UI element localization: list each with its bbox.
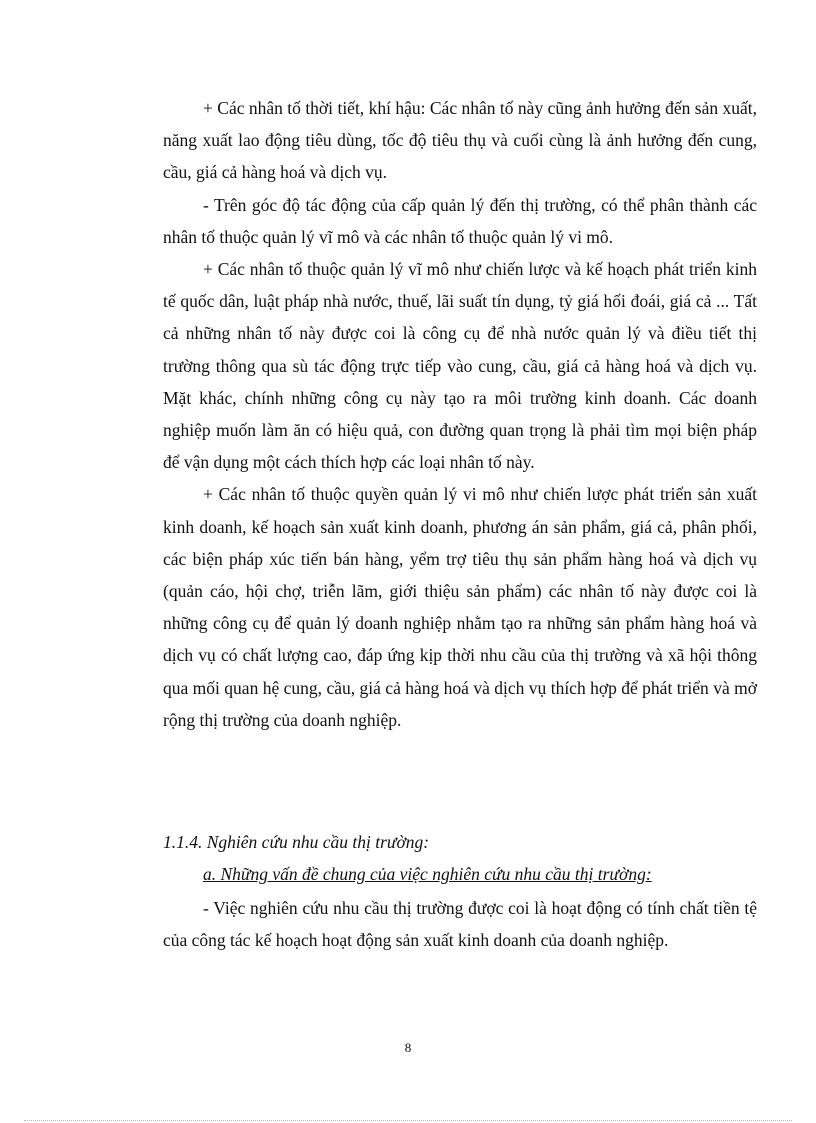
- subsection-heading: a. Những vấn đề chung của việc nghiên cứu nhu cầu thị trường:: [203, 864, 652, 884]
- paragraph-micro-factors: + Các nhân tố thuộc quyền quản lý vi mô như chiến lược phát triển sản xuất kinh doanh, kế hoạch sản xuất kinh doanh, phương án sản phẩm, giá cả, phân phối, các biện pháp xúc tiến bán hàng, yểm trợ tiêu thụ sản phẩm hàng hoá và dịch vụ (quản cáo, hội chợ, triễn lãm, giới thiệu sản phẩm) các nhân tố này được coi là những công cụ để quản lý doanh nghiệp nhằm tạo ra những sản phẩm hàng hoá và dịch vụ có chất lượng cao, đáp ứng kịp thời nhu cầu của thị trường và xã hội thông qua mối quan hệ cung, cầu, giá cả hàng hoá và dịch vụ thích hợp để phát triển và mở rộng thị trường của doanh nghiệp.: [163, 484, 757, 730]
- page-divider: [24, 1120, 792, 1121]
- page-number: 8: [404, 1040, 412, 1055]
- paragraph-weather-factors: + Các nhân tố thời tiết, khí hậu: Các nhân tố này cũng ảnh hưởng đến sản xuất, năng xuất lao động tiêu dùng, tốc độ tiêu thụ và cuối cùng là ảnh hưởng đến cung, cầu, giá cả hàng hoá và dịch vụ.: [163, 98, 757, 183]
- final-text: [163, 892, 757, 956]
- paragraph-research-intro: - Việc nghiên cứu nhu cầu thị trường được coi là hoạt động có tính chất tiền tệ của công tác kế hoạch hoạt động sản xuất kinh doanh của doanh nghiệp.: [163, 898, 757, 951]
- section-heading: 1.1.4. Nghiên cứu nhu cầu thị trường:: [163, 832, 430, 852]
- paragraph-management-level: - Trên góc độ tác động của cấp quản lý đến thị trường, có thể phân thành các nhân tố thuộc quản lý vĩ mô và các nhân tố thuộc quản lý vi mô.: [163, 194, 757, 247]
- subsection-heading-container: [163, 858, 757, 890]
- paragraph-macro-factors: + Các nhân tố thuộc quản lý vĩ mô như chiến lược và kế hoạch phát triển kinh tế quốc dân, luật pháp nhà nước, thuế, lãi suất tín dụng, tỷ giá hối đoái, giá cả ... Tất cả những nhân tố này được coi là công cụ để nhà nước quản lý và điều tiết thị trường thông qua sù tác động trực tiếp vào cung, cầu, giá cả hàng hoá và dịch vụ. Mặt khác, chính những công cụ này tạo ra môi trường kinh doanh. Các doanh nghiệp muốn làm ăn có hiệu quả, con đường quan trọng là phải tìm mọi biện pháp để vận dụng một cách thích hợp các loại nhân tố này.: [163, 259, 757, 473]
- body-text: [163, 92, 757, 736]
